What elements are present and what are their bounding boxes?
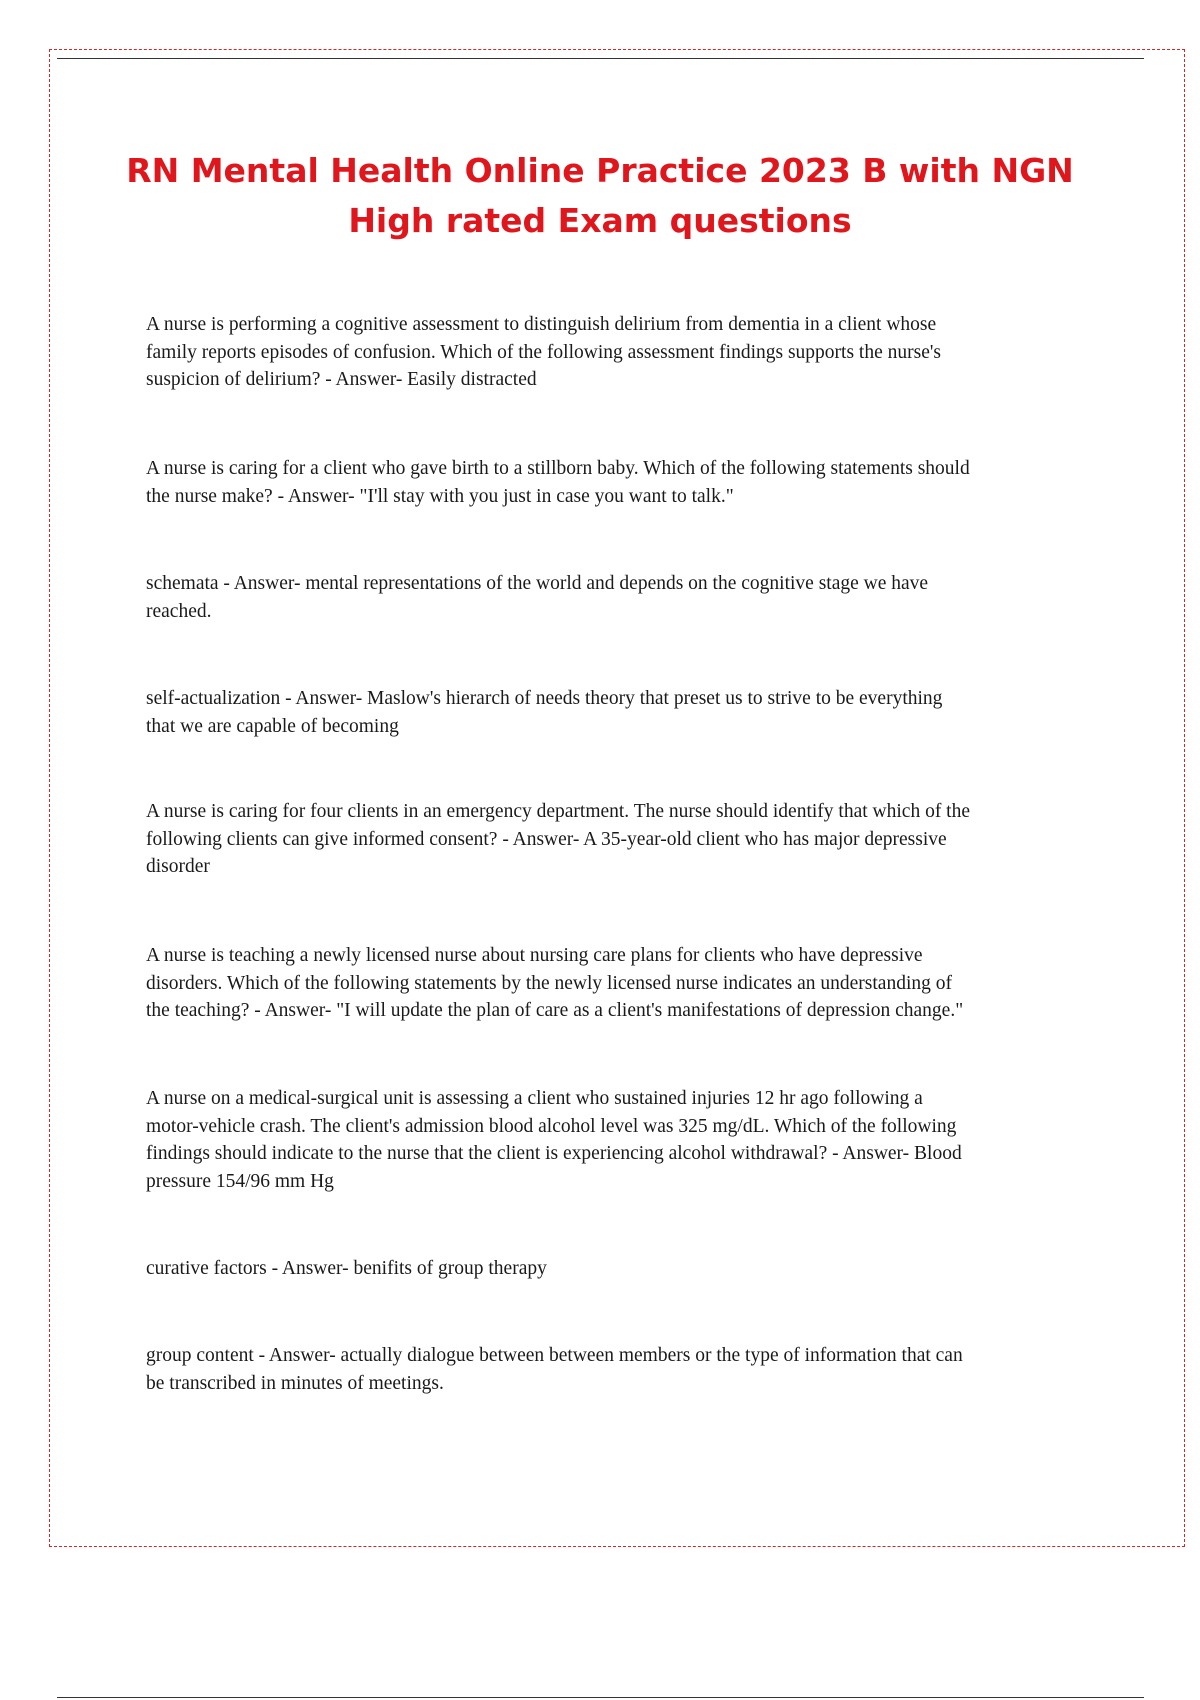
document-title bbox=[120, 146, 1080, 246]
qa-text-line: that we are capable of becoming bbox=[146, 715, 399, 737]
qa-item-6 bbox=[146, 942, 1096, 1025]
title-line-1: RN Mental Health Online Practice 2023 B with NGN bbox=[126, 151, 1074, 190]
qa-text-line: self-actualization - Answer- Maslow's hierarch of needs theory that preset us to strive to be everything bbox=[146, 688, 943, 709]
qa-text-line: schemata - Answer- mental representations of the world and depends on the cognitive stage we have bbox=[146, 573, 929, 594]
qa-text-line: family reports episodes of confusion. Which of the following assessment findings supports the nurse's bbox=[146, 341, 941, 363]
qa-text-line: disorders. Which of the following statements by the newly licensed nurse indicates an understanding of bbox=[146, 972, 952, 994]
qa-text-line: curative factors - Answer- benifits of group therapy bbox=[146, 1258, 547, 1279]
qa-text-line: findings should indicate to the nurse that the client is experiencing alcohol withdrawal? - Answer- Blood bbox=[146, 1143, 962, 1164]
qa-text-line: reached. bbox=[146, 600, 212, 622]
qa-text-line: A nurse is teaching a newly licensed nurse about nursing care plans for clients who have depressive bbox=[146, 945, 923, 966]
qa-text-line: suspicion of delirium? - Answer- Easily distracted bbox=[146, 369, 537, 390]
bottom-rule bbox=[57, 1697, 1144, 1698]
qa-text-line: be transcribed in minutes of meetings. bbox=[146, 1372, 444, 1394]
qa-text-line: A nurse is caring for four clients in an emergency department. The nurse should identify that which of the bbox=[146, 801, 971, 822]
qa-text-line: A nurse is performing a cognitive assessment to distinguish delirium from dementia in a client whose bbox=[146, 314, 937, 335]
qa-item-8 bbox=[146, 1255, 1096, 1283]
qa-text-line: the nurse make? - Answer- "I'll stay with you just in case you want to talk." bbox=[146, 485, 734, 507]
title-line-2: High rated Exam questions bbox=[348, 201, 852, 240]
qa-item-9 bbox=[146, 1342, 1096, 1397]
qa-item-2 bbox=[146, 455, 1096, 510]
qa-text-line: group content - Answer- actually dialogue between between members or the type of information that can bbox=[146, 1345, 963, 1366]
qa-text-line: A nurse on a medical-surgical unit is assessing a client who sustained injuries 12 hr ago following a bbox=[146, 1088, 923, 1109]
qa-item-5 bbox=[146, 798, 1096, 881]
qa-text-line: disorder bbox=[146, 856, 210, 877]
qa-text-line: motor-vehicle crash. The client's admission blood alcohol level was 325 mg/dL. Which of the following bbox=[146, 1115, 957, 1137]
qa-item-1 bbox=[146, 311, 1096, 394]
qa-text-line: following clients can give informed consent? - Answer- A 35-year-old client who has major depressive bbox=[146, 828, 947, 850]
qa-item-7 bbox=[146, 1085, 1096, 1195]
qa-item-4 bbox=[146, 685, 1096, 740]
top-rule bbox=[57, 58, 1144, 59]
qa-text-line: the teaching? - Answer- "I will update the plan of care as a client's manifestations of depression change." bbox=[146, 1000, 964, 1021]
qa-item-3 bbox=[146, 570, 1096, 625]
qa-text-line: A nurse is caring for a client who gave birth to a stillborn baby. Which of the following statements should bbox=[146, 458, 970, 479]
qa-text-line: pressure 154/96 mm Hg bbox=[146, 1170, 334, 1192]
